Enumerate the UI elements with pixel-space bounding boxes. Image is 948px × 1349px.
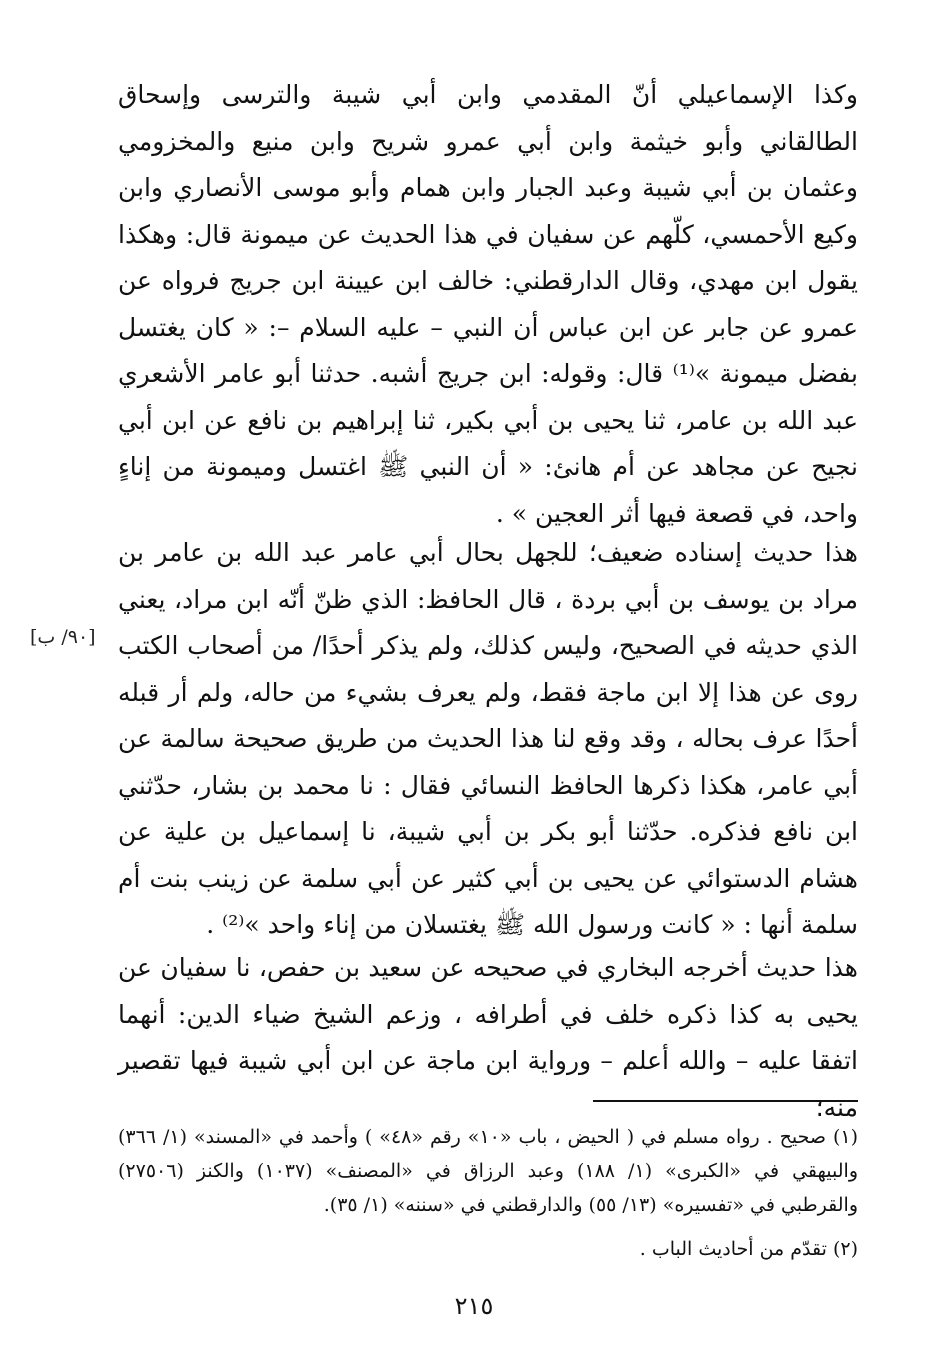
footnote-1: (١) صحيح . رواه مسلم في ( الحيض ، باب «١٠» رقم «٤٨» ) وأحمد في «المسند» (١/ ٣٦٦) والبيهقي في «الكبرى» (١/ ١٨٨) وعبد الرزاق في «المصنف» (١٠٣٧) والكنز (٢٧٥٠٦) والقرطبي في «تفسيره» (١٣/ ٥٥) والدارقطني في «سننه» (١/ ٣٥). bbox=[118, 1126, 859, 1216]
folio-margin-note: [٩٠/ ب] bbox=[30, 626, 96, 648]
footnote-divider bbox=[593, 1100, 858, 1102]
body-paragraph-2: هذا حديث إسناده ضعيف؛ للجهل بحال أبي عامر عبد الله بن عامر بن مراد بن يوسف بن أبي بردة ، قال الحافظ: الذي ظنّ أنّه ابن مراد، يعني الذي حديثه في الصحيح، وليس كذلك، ولم يذكر أحدًا/ من أصحاب الكتب روى عن هذا إلا ابن ماجة فقط، ولم يعرف بشيء من حاله، ولم أر قبله أحدًا عرف بحاله ، وقد وقع لنا هذا الحديث من طريق صحيحة سالمة عن أبي عامر، هكذا ذكرها الحافظ النسائي فقال : نا محمد بن بشار، حدّثني ابن نافع فذكره. حدّثنا أبو بكر بن أبي شيبة، نا إسماعيل بن علية عن هشام الدستوائي عن يحيى بن أبي كثير عن أبي سلمة عن زينب بنت أم سلمة أنها : « كانت ورسول الله ﷺ يغتسلان من إناء واحد »⁽²⁾ . bbox=[118, 538, 858, 939]
body-paragraph-3: هذا حديث أخرجه البخاري في صحيحه عن سعيد بن حفص، نا سفيان عن يحيى به كذا ذكره خلف في أطرافه ، وزعم الشيخ ضياء الدين: أنهما اتفقا عليه – والله أعلم – ورواية ابن ماجة عن ابن أبي شيبة فيها تقصير منه؛ bbox=[118, 953, 858, 1122]
body-paragraph-1: وكذا الإسماعيلي أنّ المقدمي وابن أبي شيبة والترسى وإسحاق الطالقاني وأبو خيثمة وابن أبي عمرو شريح وابن منيع والمخزومي وعثمان بن أبي شيبة وعبد الجبار وابن همام وأبو موسى الأنصاري وابن وكيع الأحمسي، كلّهم عن سفيان في هذا الحديث عن ميمونة قال: وهكذا يقول ابن مهدي، وقال الدارقطني: خالف ابن عيينة ابن جريج فرواه عن عمرو عن جابر عن ابن عباس أن النبي – عليه السلام –: « كان يغتسل بفضل ميمونة »⁽¹⁾ قال: وقوله: ابن جريج أشبه. حدثنا أبو عامر الأشعري عبد الله بن عامر، ثنا يحيى بن أبي بكير، ثنا إبراهيم بن نافع عن ابن أبي نجيح عن مجاهد عن أم هانئ: « أن النبي ﷺ اغتسل وميمونة من إناءٍ واحد، في قصعة فيها أثر العجين » . bbox=[118, 80, 858, 528]
page-number: ٢١٥ bbox=[454, 1292, 494, 1320]
footnote-2: (٢) تقدّم من أحاديث الباب . bbox=[639, 1238, 858, 1260]
